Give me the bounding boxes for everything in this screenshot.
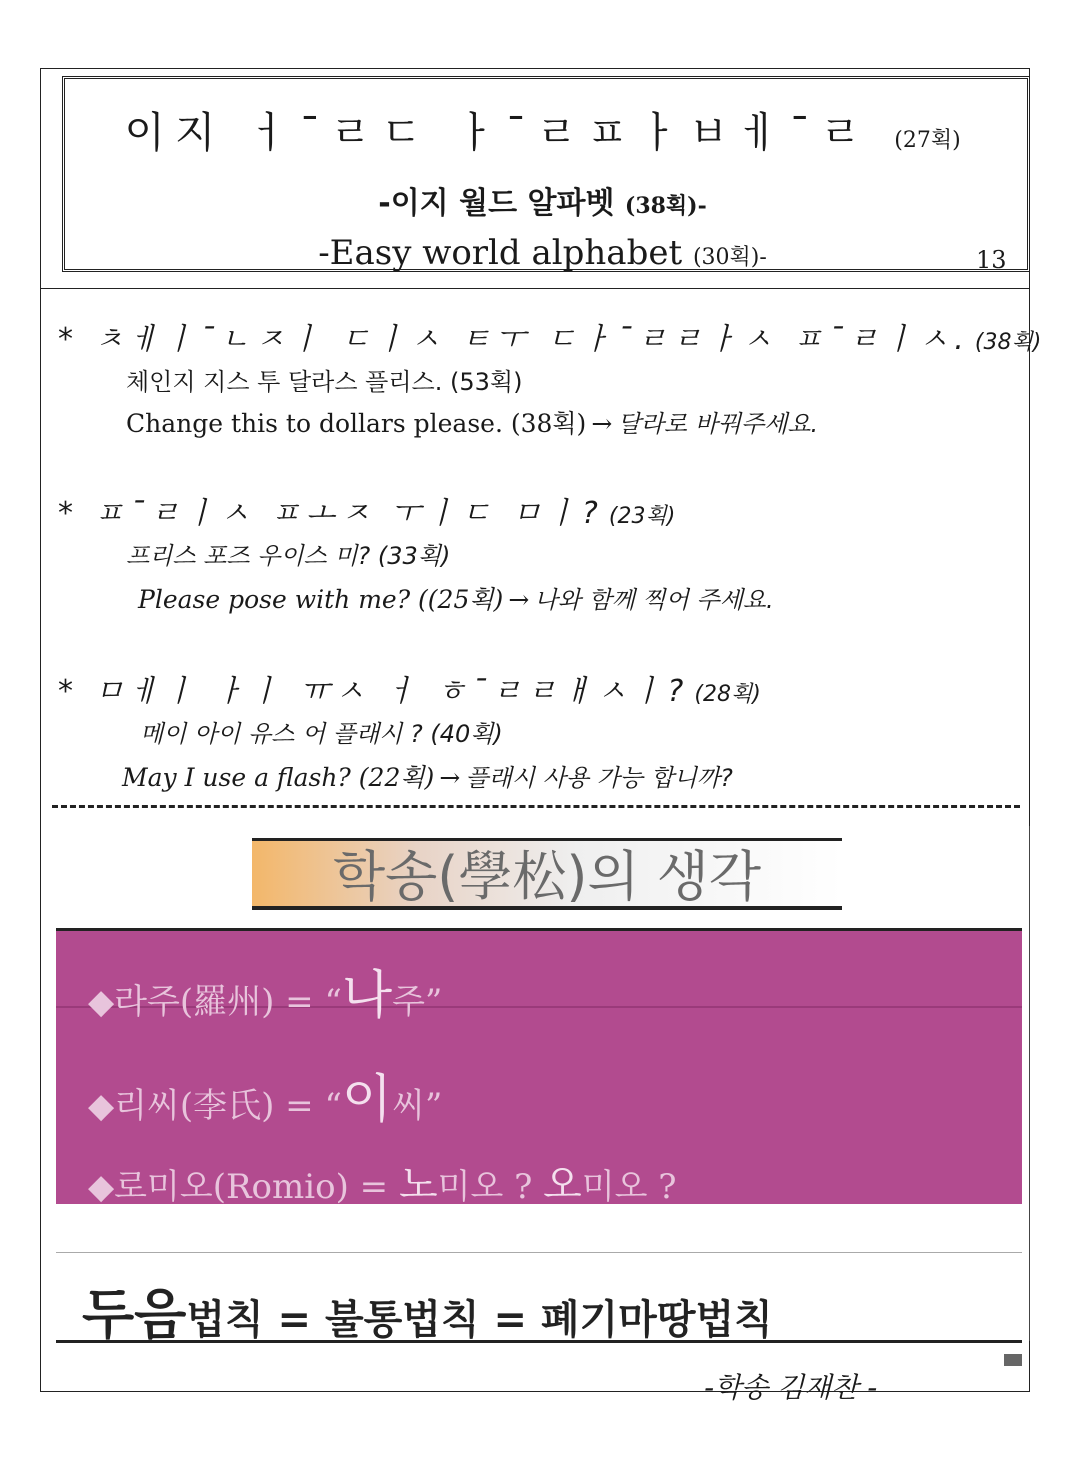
bullet-lee-text: 리씨(李氏) = “ [114, 1086, 342, 1126]
thought-title: 학송(學松)의 생각 [252, 838, 842, 910]
item-1-english-line [126, 404, 818, 440]
bullet-romeo-emphasis: 노 [398, 1162, 438, 1208]
law-rest: 법칙 = 불통법칙 = 폐기마땅법칙 [186, 1297, 773, 1343]
bullet-naju-text: 라주(羅州) = “ [114, 982, 342, 1022]
item-2-korean: 프리스 포즈 우이스 미? (33획) [126, 542, 451, 570]
law-lead: 두음 [82, 1283, 187, 1346]
easy-alphabet-title [0, 100, 1085, 160]
item-2-easy-count: (23획) [608, 504, 676, 529]
item-1-easy-count: (38획) [974, 330, 1042, 355]
item-3-english-line [122, 758, 733, 794]
item-3-easy-text: * ㅁㅔㅣ ㅏㅣ ㅠㅅ ㅓ ㅎ¯ㄹㄹㅐㅅㅣ? [58, 674, 690, 709]
dashed-separator [52, 805, 1020, 808]
item-3-easy [58, 666, 761, 710]
item-1-meaning: 달라로 바꿔주세요. [617, 410, 819, 438]
item-2-english: Please pose with me? ((25획) [138, 585, 504, 614]
item-2-easy-text: * ㅍ¯ㄹㅣㅅ ㅍㅗㅈ ㅜㅣㄷ ㅁㅣ? [58, 496, 604, 531]
item-1-easy-text: * ㅊㅔㅣ¯ㄴㅈㅣ ㄷㅣㅅ ㅌㅜ ㄷㅏ¯ㄹㄹㅏㅅ ㅍ¯ㄹㅣㅅ. [58, 322, 970, 357]
item-3-easy-count: (28획) [694, 682, 761, 707]
bullet-naju [88, 953, 442, 1028]
item-3-korean: 메이 아이 유스 어 플래시 ? (40획) [140, 720, 503, 748]
header-divider [40, 288, 1030, 289]
korean-title [0, 178, 1085, 222]
panel-bottom-rule [56, 1252, 1022, 1253]
law-underline [56, 1340, 1022, 1343]
page-number: 13 [976, 246, 1007, 274]
item-3-english: May I use a flash? (22획) [122, 763, 435, 792]
bullet-romeo-emphasis-2: 오 [543, 1162, 582, 1208]
bullet-romeo-tail: 미오 ? [437, 1167, 544, 1207]
item-3-arrow: → [439, 763, 461, 792]
bullet-lee-emphasis: 이 [341, 1070, 393, 1130]
bullet-lee [88, 1057, 442, 1132]
item-2-english-line [138, 580, 774, 616]
bullet-lee-tail: 씨” [392, 1086, 443, 1126]
item-1-easy [58, 314, 1041, 358]
item-1-arrow: → [591, 409, 613, 438]
author-signature: -학송 김재찬 - [704, 1371, 878, 1404]
easy-title-text: 이지 ㅓ¯ㄹㄷ ㅏ¯ㄹㅍㅏㅂㅔ¯ㄹ [124, 108, 871, 157]
bullet-romeo-tail-2: 미오 ? [581, 1167, 677, 1207]
law-statement [82, 1272, 773, 1349]
bullet-romeo [88, 1153, 677, 1210]
diamond-icon: ◆ [88, 982, 115, 1022]
item-3-meaning: 플래시 사용 가능 합니까? [465, 764, 733, 792]
english-title-text: -Easy world alphabet [318, 233, 683, 273]
bullet-romeo-text: 로미오(Romio) = [114, 1167, 399, 1207]
item-2-arrow: → [508, 585, 530, 614]
english-title [0, 233, 1085, 273]
thought-panel [56, 928, 1022, 1208]
diamond-icon: ◆ [88, 1167, 115, 1207]
english-title-count: (30획)- [692, 245, 767, 270]
item-2-meaning: 나와 함께 찍어 주세요. [534, 586, 774, 614]
diamond-icon: ◆ [88, 1086, 115, 1126]
korean-title-text: -이지 월드 알파벳 [378, 186, 615, 221]
item-1-korean: 체인지 지스 투 달라스 플리스. (53획) [126, 368, 523, 396]
corner-mark [1004, 1354, 1022, 1366]
easy-title-count: (27획) [894, 128, 961, 153]
korean-title-count: (38획)- [624, 193, 707, 219]
item-1-english: Change this to dollars please. (38획) [126, 409, 587, 438]
item-2-easy [58, 488, 675, 532]
bullet-naju-tail: 주” [392, 982, 443, 1022]
bullet-naju-emphasis: 나 [341, 966, 393, 1026]
